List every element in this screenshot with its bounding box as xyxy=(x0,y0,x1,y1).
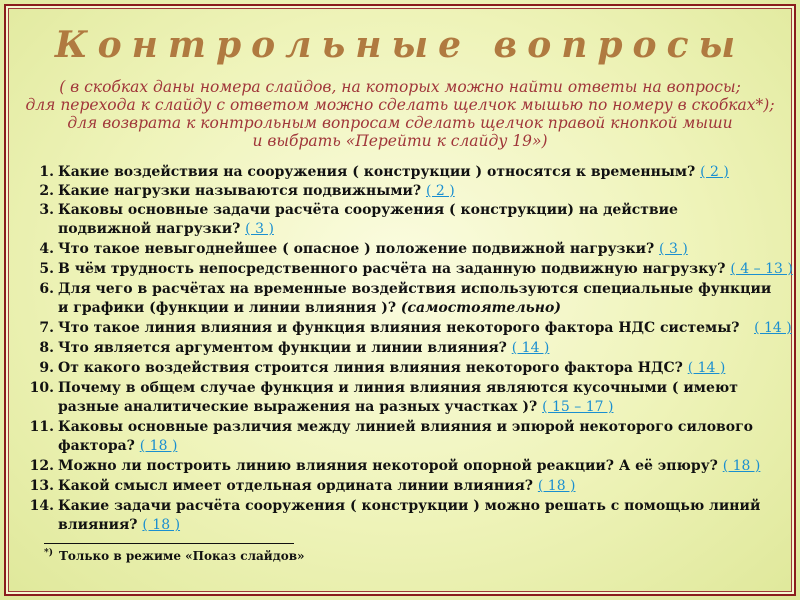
question-number: 13. xyxy=(29,478,54,494)
question-item xyxy=(24,477,784,496)
question-list xyxy=(24,163,793,535)
question-item xyxy=(24,163,784,182)
question-text: Что такое невыгоднейшее ( опасное ) положение подвижной нагрузки? xyxy=(58,241,655,257)
slide-link[interactable]: ( 18 ) xyxy=(139,438,178,454)
question-number: 11. xyxy=(29,419,54,435)
slide-subtitle xyxy=(20,78,780,150)
question-item xyxy=(24,457,784,476)
question-text: Какие задачи расчёта сооружения ( конструкции ) можно решать с помощью линий xyxy=(58,498,761,514)
question-number: 2. xyxy=(39,183,54,199)
subtitle-line: и выбрать «Перейти к слайду 19») xyxy=(252,132,548,150)
footnote-divider xyxy=(44,543,294,544)
question-number: 10. xyxy=(29,380,54,396)
slide-link[interactable]: ( 18 ) xyxy=(142,517,181,533)
question-text: Можно ли построить линию влияния некоторой опорной реакции? А её эпюру? xyxy=(58,458,718,474)
question-item xyxy=(24,182,784,201)
slide-link[interactable]: ( 18 ) xyxy=(537,478,576,494)
question-text: и графики (функции и линии влияния )? xyxy=(58,300,397,316)
question-number: 9. xyxy=(39,360,54,376)
footnote-mark: *) xyxy=(44,548,53,558)
question-text: подвижной нагрузки? xyxy=(58,221,241,237)
question-text: Каковы основные задачи расчёта сооружения ( конструкции) на действие xyxy=(58,202,678,218)
question-number: 12. xyxy=(29,458,54,474)
slide-link[interactable]: ( 18 ) xyxy=(722,458,761,474)
slide-link[interactable]: ( 14 ) xyxy=(687,360,726,376)
question-item xyxy=(24,201,784,239)
question-text: Что является аргументом функции и линии влияния? xyxy=(58,340,507,356)
question-item xyxy=(24,497,784,535)
question-item xyxy=(24,240,784,259)
slide-link[interactable]: ( 4 – 13 ) xyxy=(730,261,793,277)
question-text: Что такое линия влияния и функция влияния некоторого фактора НДС системы? xyxy=(58,320,740,336)
question-item xyxy=(24,319,792,338)
question-text: Почему в общем случае функция и линия влияния являются кусочными ( имеют xyxy=(58,380,738,396)
self-study-note: (самостоятельно) xyxy=(400,300,561,316)
question-item xyxy=(24,339,784,358)
question-number: 1. xyxy=(39,164,54,180)
question-number: 4. xyxy=(39,241,54,257)
slide-link[interactable]: ( 2 ) xyxy=(425,183,455,199)
question-text: влияния? xyxy=(58,517,138,533)
question-text: От какого воздействия строится линия влияния некоторого фактора НДС? xyxy=(58,360,683,376)
question-item xyxy=(24,359,784,378)
subtitle-line: ( в скобках даны номера слайдов, на которых можно найти ответы на вопросы; xyxy=(59,78,741,96)
slide-link[interactable]: ( 14 ) xyxy=(754,320,792,336)
question-number: 8. xyxy=(39,340,54,356)
slide-link[interactable]: ( 2 ) xyxy=(700,164,729,180)
slide-link[interactable]: ( 14 ) xyxy=(511,340,550,356)
question-text: Какие нагрузки называются подвижными? xyxy=(58,183,422,199)
question-number: 6. xyxy=(39,281,54,297)
question-text: Каковы основные различия между линией влияния и эпюрой некоторого силового xyxy=(58,419,754,435)
footnote-text: Только в режиме «Показ слайдов» xyxy=(58,549,305,563)
question-number: 14. xyxy=(29,498,54,514)
question-text: разные аналитические выражения на разных участках )? xyxy=(58,399,538,415)
slide-title: Контрольные вопросы xyxy=(54,24,746,66)
question-item xyxy=(24,280,784,318)
question-item xyxy=(24,379,784,417)
slide-link[interactable]: ( 3 ) xyxy=(245,221,274,237)
question-text: фактора? xyxy=(58,438,135,454)
question-number: 5. xyxy=(39,261,54,277)
question-item xyxy=(24,418,784,456)
question-text: Какие воздействия на сооружения ( конструкции ) относятся к временным? xyxy=(58,164,696,180)
slide-link[interactable]: ( 15 – 17 ) xyxy=(542,399,614,415)
footnote xyxy=(44,548,305,563)
subtitle-line: для возврата к контрольным вопросам сделать щелчок правой кнопкой мыши xyxy=(67,114,733,132)
question-number: 3. xyxy=(39,202,54,218)
question-text: Какой смысл имеет отдельная ордината линии влияния? xyxy=(58,478,533,494)
question-item xyxy=(24,260,793,279)
question-text: Для чего в расчётах на временные воздействия используются специальные функции xyxy=(58,281,772,297)
question-number: 7. xyxy=(39,320,54,336)
question-text: В чём трудность непосредственного расчёта на заданную подвижную нагрузку? xyxy=(58,261,726,277)
slide-link[interactable]: ( 3 ) xyxy=(659,241,688,257)
subtitle-line: для перехода к слайду с ответом можно сделать щелчок мышью по номеру в скобках*); xyxy=(25,96,775,114)
